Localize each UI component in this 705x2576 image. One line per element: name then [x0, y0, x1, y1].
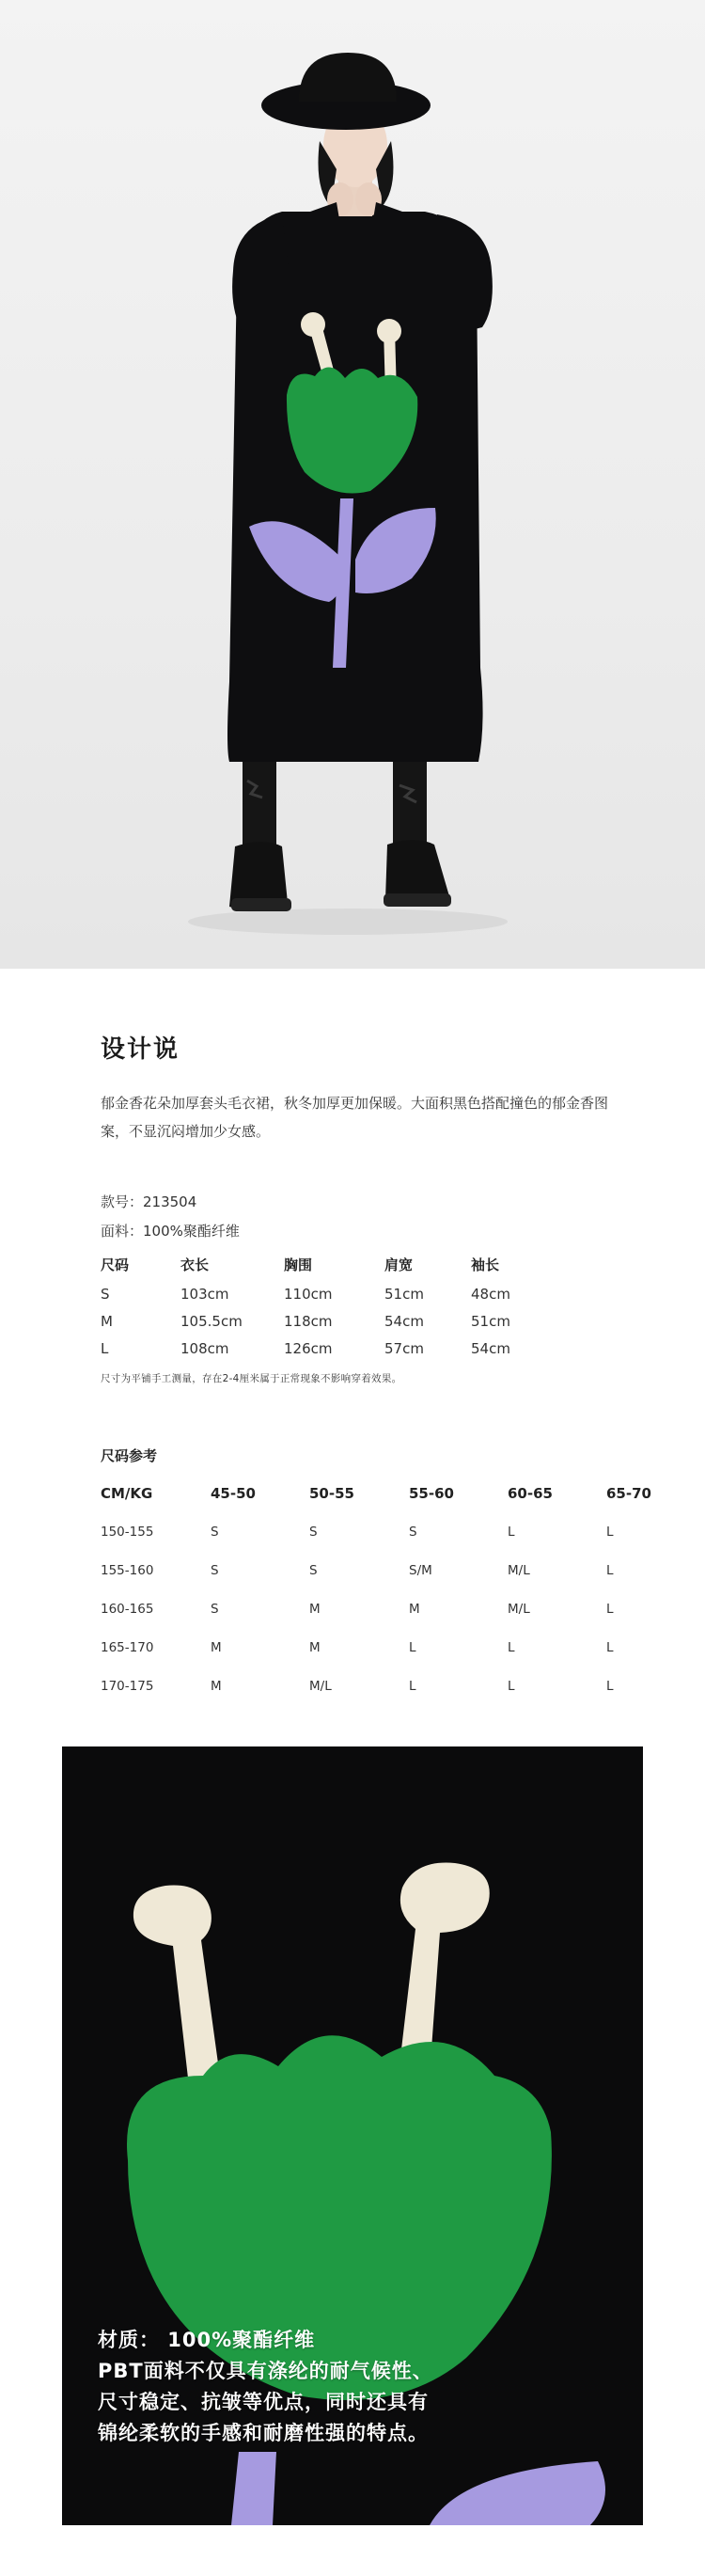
table-cell: L [101, 1339, 109, 1357]
table-cell: L [409, 1678, 416, 1694]
table-cell: 170-175 [101, 1678, 154, 1694]
table-cell: S [309, 1524, 318, 1540]
header-bust: 胸围 [284, 1256, 313, 1273]
table-cell: L [508, 1524, 515, 1540]
table-row [101, 1512, 663, 1551]
table-cell: L [508, 1678, 515, 1694]
fabric-closeup-photo [62, 1746, 643, 2525]
table-row [101, 1335, 556, 1362]
item-number: 款号：213504 [101, 1193, 197, 1210]
header-weight: 60-65 [508, 1485, 553, 1502]
table-cell: S [211, 1562, 219, 1578]
table-cell: 48cm [471, 1285, 510, 1303]
material-line: 锦纶柔软的手感和耐磨性强的特点。 [98, 2422, 429, 2444]
table-cell: 108cm [180, 1339, 229, 1357]
table-cell: M/L [508, 1601, 530, 1617]
model-illustration [0, 0, 705, 969]
material-line: 尺寸稳定、抗皱等优点，同时还具有 [98, 2391, 429, 2413]
table-cell: L [508, 1639, 515, 1655]
table-cell: 51cm [384, 1285, 424, 1303]
table-cell: L [606, 1639, 614, 1655]
table-cell: 105.5cm [180, 1312, 243, 1330]
design-title: 设计说 [101, 1035, 180, 1064]
table-cell: 126cm [284, 1339, 333, 1357]
table-cell: L [606, 1524, 614, 1540]
table-cell: M [211, 1639, 222, 1655]
table-cell: 54cm [384, 1312, 424, 1330]
size-table-header [101, 1248, 556, 1280]
table-cell: S [101, 1285, 110, 1303]
header-size: 尺码 [101, 1256, 130, 1273]
hero-photo [0, 0, 705, 969]
table-cell: L [606, 1601, 614, 1617]
header-weight: 65-70 [606, 1485, 651, 1502]
table-cell: M [211, 1678, 222, 1694]
table-cell: M/L [309, 1678, 332, 1694]
size-reference-title: 尺码参考 [101, 1447, 158, 1464]
header-weight: 50-55 [309, 1485, 354, 1502]
table-cell: 57cm [384, 1339, 424, 1357]
table-cell: S [211, 1601, 219, 1617]
table-cell: 150-155 [101, 1524, 154, 1540]
material-title: 材质： 100%聚酯纤维 [98, 2329, 316, 2351]
size-table [101, 1248, 556, 1362]
table-cell: 103cm [180, 1285, 229, 1303]
table-row [101, 1307, 556, 1335]
material-line: PBT面料不仅具有涤纶的耐气候性、 [98, 2360, 433, 2382]
size-note: 尺寸为平铺手工测量，存在2-4厘米属于正常现象不影响穿着效果。 [101, 1373, 402, 1384]
table-row [101, 1551, 663, 1589]
header-height: CM/KG [101, 1485, 153, 1502]
table-cell: M [409, 1601, 420, 1617]
table-cell: S [409, 1524, 417, 1540]
size-reference-table [101, 1475, 663, 1705]
fabric-info: 面料：100%聚酯纤维 [101, 1223, 240, 1240]
table-cell: M/L [508, 1562, 530, 1578]
table-cell: 51cm [471, 1312, 510, 1330]
table-row [101, 1280, 556, 1307]
header-length: 衣长 [180, 1256, 210, 1273]
table-cell: 118cm [284, 1312, 333, 1330]
table-cell: 155-160 [101, 1562, 154, 1578]
header-shoulder: 肩宽 [384, 1256, 414, 1273]
size-reference-header [101, 1475, 663, 1512]
design-section [101, 1030, 627, 1146]
table-cell: L [606, 1562, 614, 1578]
table-cell: S [309, 1562, 318, 1578]
design-description: 郁金香花朵加厚套头毛衣裙，秋冬加厚更加保暖。大面积黑色搭配撞色的郁金香图案，不显沉闷增加少女感。 [101, 1095, 609, 1140]
spec-section [101, 1188, 646, 1385]
size-reference-section [101, 1446, 665, 1705]
table-cell: L [606, 1678, 614, 1694]
table-row [101, 1589, 663, 1628]
header-sleeve: 袖长 [471, 1256, 500, 1273]
table-cell: M [309, 1639, 321, 1655]
header-weight: 55-60 [409, 1485, 454, 1502]
table-cell: M [309, 1601, 321, 1617]
table-cell: 54cm [471, 1339, 510, 1357]
table-cell: 160-165 [101, 1601, 154, 1617]
table-cell: 165-170 [101, 1639, 154, 1655]
material-description [98, 2325, 433, 2449]
table-cell: 110cm [284, 1285, 333, 1303]
header-weight: 45-50 [211, 1485, 256, 1502]
table-row [101, 1628, 663, 1667]
table-row [101, 1667, 663, 1705]
table-cell: S [211, 1524, 219, 1540]
table-cell: M [101, 1312, 113, 1330]
table-cell: L [409, 1639, 416, 1655]
table-cell: S/M [409, 1562, 432, 1578]
